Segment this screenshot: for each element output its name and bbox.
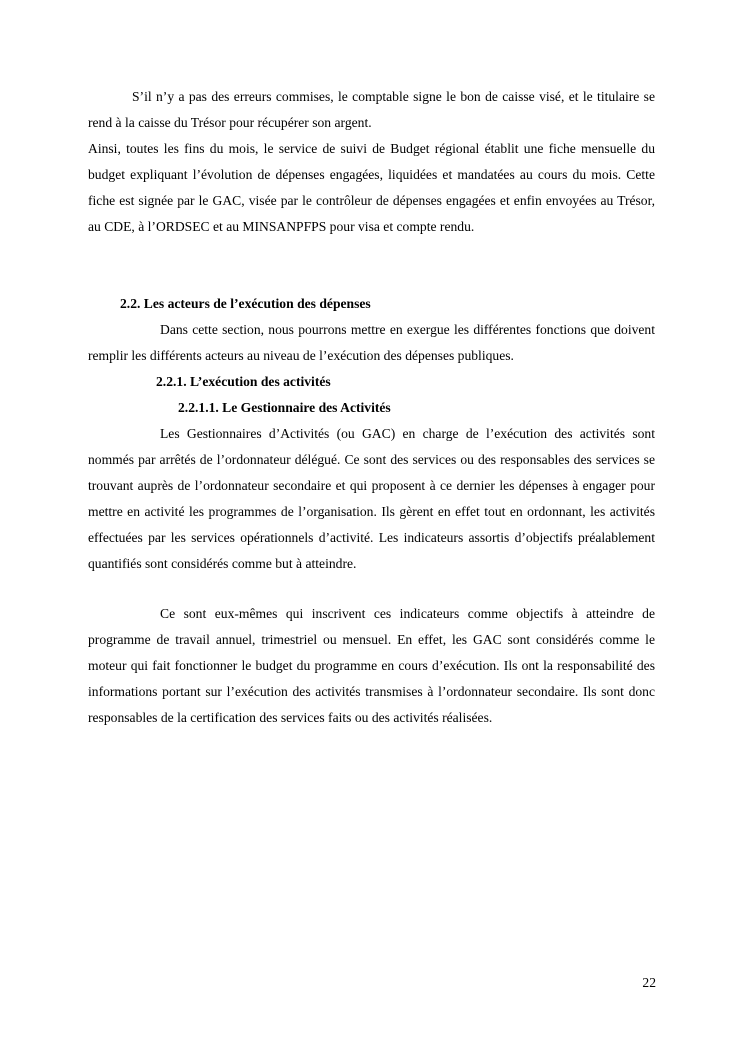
paragraph-gestionnaires-activites: Les Gestionnaires d’Activités (ou GAC) en charge de l’exécution des activités sont nommés par arrêtés de l’ordonnateur délégué. Ce sont des services ou des responsables des services se trouvant auprès de l’ordonnateur secondaire et qui proposent à ce dernier les dépenses à engager pour mettre en activité les programmes de l’organisation. Ils gèrent en effet tout en ordonnant, les activités effectuées par les services opérationnels d’activité. Les indicateurs assortis d’objectifs préalablement quantifiés sont considérés comme but à atteindre.	[88, 426, 655, 571]
section-heading-2-2: 2.2. Les acteurs de l’exécution des dépenses	[120, 296, 371, 311]
subsection-heading-2-2-1: 2.2.1. L’exécution des activités	[156, 374, 331, 389]
paragraph-fiche-mensuelle: Ainsi, toutes les fins du mois, le service de suivi de Budget régional établit une fiche mensuelle du budget expliquant l’évolution de dépenses engagées, liquidées et mandatées au cours du mois. Cette fiche est signée par le GAC, visée par le contrôleur de dépenses engagées et enfin envoyées au Trésor, au CDE, à l’ORDSEC et au MINSANPFPS pour visa et compte rendu.	[88, 141, 655, 234]
subsubsection-heading-2-2-1-1: 2.2.1.1. Le Gestionnaire des Activités	[178, 400, 391, 415]
paragraph-caisse-tresor: S’il n’y a pas des erreurs commises, le comptable signe le bon de caisse visé, et le titulaire se rend à la caisse du Trésor pour récupérer son argent.	[88, 89, 655, 130]
page-number: 22	[642, 975, 656, 990]
paragraph-gac-responsabilites: Ce sont eux-mêmes qui inscrivent ces indicateurs comme objectifs à atteindre de programme de travail annuel, trimestriel ou mensuel. En effet, les GAC sont considérés comme le moteur qui fait fonctionner le budget du programme en cours d’exécution. Ils ont la responsabilité des informations portant sur l’exécution des activités transmises à l’ordonnateur secondaire. Ils sont donc responsables de la certification des services faits ou des activités réalisées.	[88, 606, 655, 725]
paragraph-section-intro: Dans cette section, nous pourrons mettre en exergue les différentes fonctions que doivent remplir les différents acteurs au niveau de l’exécution des dépenses publiques.	[88, 322, 655, 363]
